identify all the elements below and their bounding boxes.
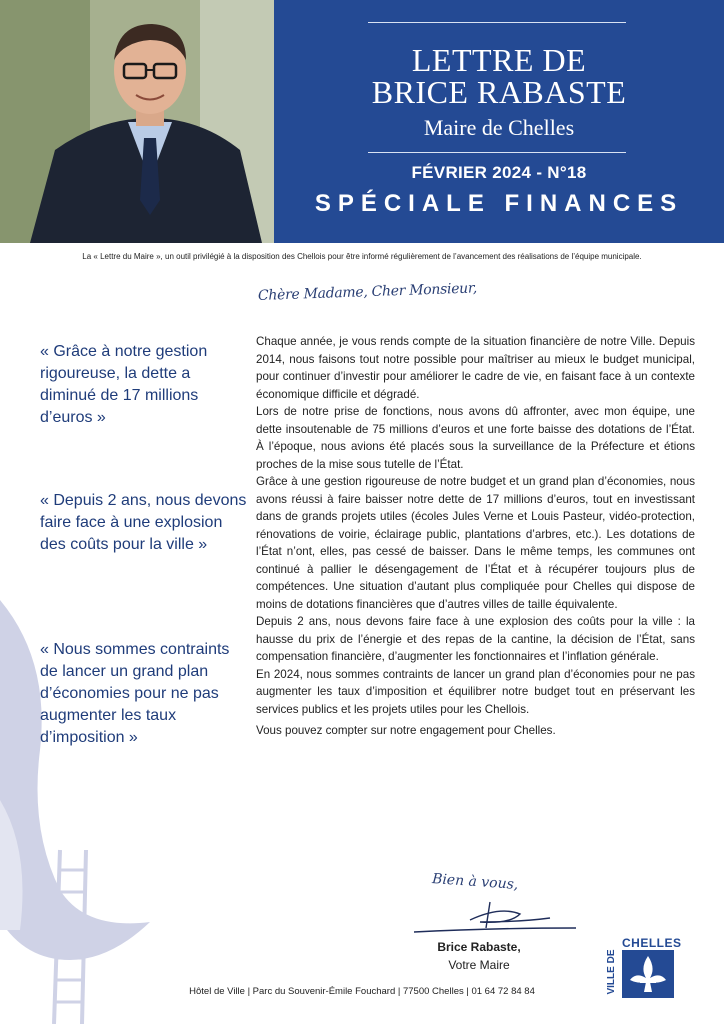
letter-paragraph: En 2024, nous sommes contraints de lancer un grand plan d’économies pour ne pas augmenter les taux d’imposition et équilibrer notre budget tout en préservant les services publics et les projets utiles pour les Chellois. — [256, 667, 695, 716]
pull-quote-costs: « Depuis 2 ans, nous devons faire face à une explosion des coûts pour la ville » — [40, 492, 247, 553]
handwritten-salutation: Chère Madame, Cher Monsieur, — [257, 280, 478, 304]
letter-body — [256, 333, 695, 740]
mayor-photo — [0, 0, 274, 243]
letter-paragraph: Depuis 2 ans, nous devons faire face à une explosion des coûts pour la ville : la hausse du prix de l’énergie et des repas de la cantine, la décision de l’État, sans compensation financière, d’augmenter les fonctionnaires et l’inflation générale. — [256, 615, 695, 663]
letter-paragraph: Chaque année, je vous rends compte de la situation financière de notre Ville. Depuis 2014, nous faisons tout notre possible pour maîtriser au mieux le budget municipal, pour continuer d’investir pour améliorer le cadre de vie, en faisant face à un contexte économique difficile et dégradé. — [256, 335, 695, 401]
special-edition-title: SPÉCIALE FINANCES — [314, 190, 684, 217]
logo-chelles-text: CHELLES — [622, 936, 682, 950]
title-line-2: BRICE RABASTE — [371, 74, 627, 110]
signer-role: Votre Maire — [448, 958, 510, 972]
signer-block — [390, 938, 568, 974]
letter-paragraph: Grâce à une gestion rigoureuse de notre budget et un grand plan d’économies, nous avons réussi à faire baisser notre dette de 17 millions d’euros, tout en investissant dans de grands projets utiles (écoles Jules Verne et Louis Pasteur, vidéo-protection, rénovations de voirie, éclairage public, plantations d’arbres, etc.). Les dotations de l’État n’ont, elles, pas cessé de baisser. Dans le même temps, les communes ont continué à pallier le désengagement de l’État et à récupérer toujours plus de compétences. Une situation d’autant plus compliquée pour Chelles qui dispose de moins de dotations financières que d’autres villes de taille équivalente. — [256, 475, 695, 611]
logo-ville-de-text: VILLE DE — [606, 949, 617, 995]
pull-quote-savings: « Nous sommes contraints de lancer un grand plan d’économies pour ne pas augmenter les taux d’imposition » — [40, 641, 230, 746]
header-banner — [274, 0, 724, 243]
issue-number: FÉVRIER 2024 - N°18 — [411, 163, 587, 182]
letter-title — [274, 44, 724, 108]
intro-text: La « Lettre du Maire », un outil privilégié à la disposition des Chellois pour être informé régulièrement de l’avancement des réalisations de l’équipe municipale. — [82, 252, 642, 261]
title-line-1: LETTRE DE — [411, 42, 587, 78]
bottom-rule — [368, 152, 626, 153]
letter-paragraph: Vous pouvez compter sur notre engagement pour Chelles. — [256, 724, 556, 737]
pull-quote-debt: « Grâce à notre gestion rigoureuse, la dette a diminué de 17 millions d’euros » — [40, 343, 208, 426]
mayor-portrait — [0, 0, 274, 243]
handwritten-closing: Bien à vous, — [431, 871, 519, 893]
letter-paragraph: Lors de notre prise de fonctions, nous avons dû affronter, avec mon équipe, une dette insoutenable de 75 millions d’euros et une forte baisse des dotations de l’État. À l’époque, nous avions été placés sous la surveillance de la Préfecture et étions proches de la mise sous tutelle de l’État. — [256, 405, 695, 471]
subtitle: Maire de Chelles — [423, 115, 575, 140]
signature — [410, 898, 580, 938]
footer-address: Hôtel de Ville | Parc du Souvenir-Émile Fouchard | 77500 Chelles | 01 64 72 84 84 — [189, 986, 535, 997]
signer-name: Brice Rabaste, — [437, 940, 521, 954]
top-rule — [368, 22, 626, 23]
